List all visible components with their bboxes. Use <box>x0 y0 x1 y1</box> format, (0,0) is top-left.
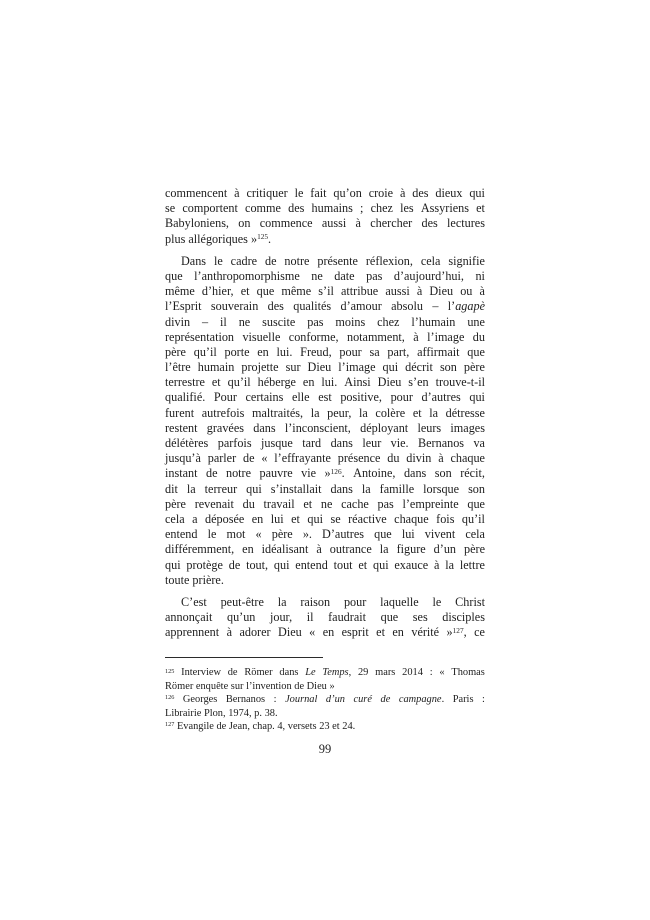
footnote-reference: 125 <box>165 667 175 675</box>
text-line: l’être humain projette sur Dieu l’image qui décrit son père <box>165 360 485 375</box>
italic-text: de <box>380 694 391 706</box>
italic-text: agapè <box>455 299 485 314</box>
footnote-3 <box>165 720 485 733</box>
text-line: père revenait du travail et ne cache pas l’empreinte que <box>165 496 485 511</box>
text-line: annonçait qu’un jour, il faudrait que ses disciples <box>165 610 485 625</box>
text-line: délétères parfois jusque tard dans leur vie. Bernanos va <box>165 436 485 450</box>
text-line: $^{127}$ Evangile de Jean, chap. 4, versets 23 et 24. <box>165 721 356 732</box>
text-line: plus allégoriques »$^{125}$. <box>165 231 272 246</box>
text-line: Librairie Plon, 1974, p. 38. <box>165 707 278 719</box>
text-line: toute prière. <box>165 572 224 587</box>
text-line: commencent à critiquer le fait qu’on croie à des dieux qui <box>165 186 485 200</box>
text-line: instant de notre pauvre vie »$^{126}$. Antoine, dans son récit, <box>165 466 485 481</box>
text-line: Babyloniens, on commence aussi à chercher des lectures <box>165 216 485 231</box>
text-line: C’est peut-être la raison pour laquelle le Christ <box>181 594 485 609</box>
text-line: même d’hier, et que même s’il attribue aussi à Dieu ou à <box>165 284 485 299</box>
text-line: $^{126}$ Georges Bernanos : Journal d’un curé de campagne. Paris : <box>165 694 485 706</box>
italic-text: campagne <box>398 694 442 706</box>
text-line: Dans le cadre de notre présente réflexion, cela signifie <box>181 253 485 268</box>
footnote-reference: 127 <box>165 721 175 729</box>
italic-text: d’un <box>325 694 345 706</box>
text-line: entend le mot « père ». D’autres que lui vivent cela <box>165 527 485 542</box>
text-line: l’Esprit souverain des qualités d’amour absolu – l’agapè <box>165 299 485 314</box>
text-line: père qu’il porte en lui. Freud, pour sa part, affirmait que <box>165 344 485 359</box>
footnote-1 <box>165 666 485 693</box>
italic-text: curé <box>353 694 372 706</box>
text-line: dit la terreur qui s’installait dans la famille lorsque son <box>165 481 485 496</box>
page-number: 99 <box>318 742 332 756</box>
italic-text: Journal <box>285 694 318 706</box>
text-line: que l’anthropomorphisme ne date pas d’aujourd’hui, ni <box>165 268 485 283</box>
paragraph-3 <box>165 595 485 641</box>
body-text <box>165 186 485 733</box>
text-line: Römer enquête sur l’invention de Dieu » <box>165 680 335 692</box>
text-line: se comportent comme des humains ; chez les Assyriens et <box>165 201 485 216</box>
text-line: qui protège de tout, qui entend tout et qui exauce à la lettre <box>165 557 485 572</box>
paragraph-1 <box>165 186 485 247</box>
text-line: qualifié. Pour certains elle est positive, pour d’autres qui <box>165 390 485 405</box>
text-line: restent gravées dans l’inconscient, déployant leurs images <box>165 420 485 435</box>
text-line: jusqu’à parler de « l’effrayante présence du divin à chaque <box>165 451 485 466</box>
footnote-reference: 126 <box>330 467 342 477</box>
text-line: terrestre et qu’il héberge en lui. Ainsi Dieu s’en trouve-t-il <box>165 375 485 390</box>
footnote-reference: 127 <box>452 625 464 635</box>
text-line: représentation visuelle conforme, notamment, à l’image du <box>165 329 485 344</box>
text-line: cela a déposée en lui et qui se réactive chaque fois qu’il <box>165 511 485 526</box>
italic-text: Temps <box>322 667 349 679</box>
text-line: différemment, en idéalisant à outrance la figure d’un père <box>165 542 485 557</box>
footnote-separator <box>165 657 323 658</box>
text-line: divin – il ne suscite pas moins chez l’humain une <box>165 314 485 329</box>
text-line: apprennent à adorer Dieu « en esprit et en vérité »$^{127}$, ce <box>165 625 485 640</box>
paragraphs <box>165 186 485 640</box>
footnote-reference: 125 <box>257 232 269 242</box>
footnote-reference: 126 <box>165 694 175 702</box>
text-line: furent autrefois maltraités, la peur, la colère et la détresse <box>165 405 485 420</box>
paragraph-2 <box>165 254 485 588</box>
footnotes <box>165 666 485 733</box>
footnote-2 <box>165 693 485 720</box>
text-line: $^{125}$ Interview de Römer dans Le Temps, 29 mars 2014 : « Thomas <box>165 667 485 679</box>
italic-text: Le <box>305 667 316 679</box>
